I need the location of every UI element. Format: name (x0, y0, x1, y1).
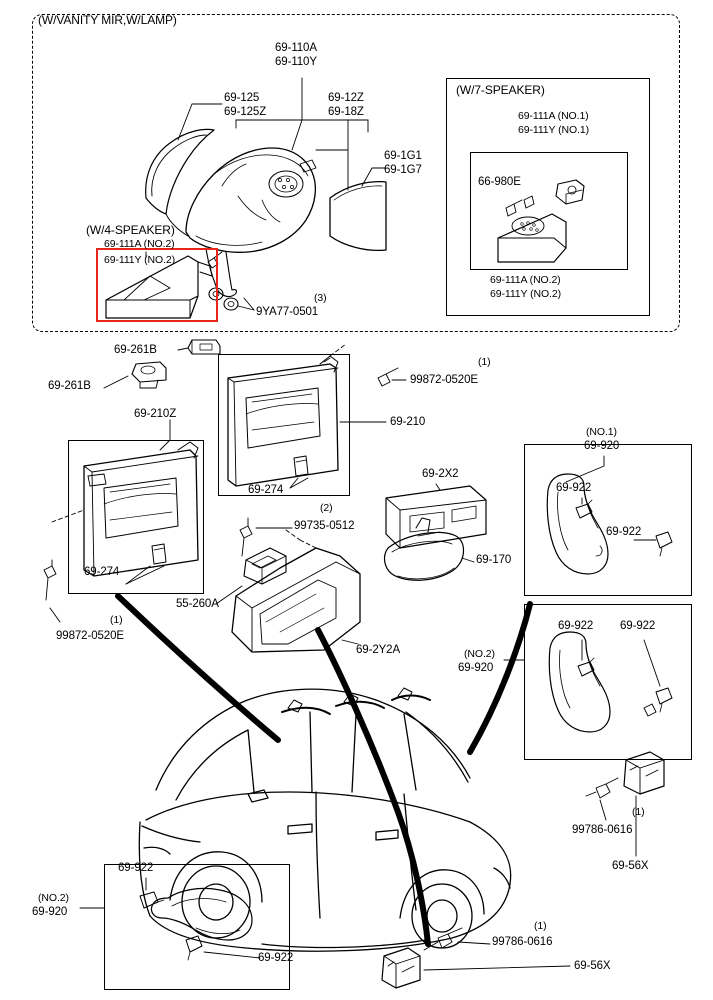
label-frame-1g1: 69-1G1 (384, 150, 422, 162)
handle-group-no1-box (524, 444, 692, 596)
label-handle-922-f: 69-922 (258, 952, 294, 964)
handle-group-no2-bottom-box (104, 864, 290, 990)
label-handle-920-no2-bottom: 69-920 (32, 906, 68, 918)
label-cover-125: 69-125 (224, 92, 260, 104)
label-speaker7-no1-y: 69-111Y (NO.1) (518, 124, 589, 136)
label-screw-99786-bottom-qty: (1) (534, 920, 547, 932)
label-handle-922-a: 69-922 (556, 482, 592, 494)
label-handle-920-no2-bottom-note: (NO.2) (38, 892, 69, 904)
label-speaker4-no2-a: 69-111A (NO.2) (104, 238, 175, 250)
seven-speaker-inner-box (470, 152, 628, 270)
label-handle-920-no2-right: 69-920 (458, 662, 494, 674)
label-screw-99735-qty: (2) (320, 502, 333, 514)
group-title-7speaker: (W/7-SPEAKER) (456, 83, 545, 97)
label-screw-99735: 99735-0512 (294, 520, 355, 532)
label-handle-922-e: 69-922 (118, 862, 154, 874)
label-screw-99872-top: 99872-0520E (410, 374, 478, 386)
label-handle-920-no1-note: (NO.1) (586, 426, 617, 438)
label-tweeter-66980e: 66-980E (478, 176, 521, 188)
label-mirror-170: 69-170 (476, 554, 512, 566)
group-title-vanity: (W/VANITY MIR,W/LAMP) (38, 13, 177, 27)
label-screw-9ya77: 9YA77-0501 (256, 306, 319, 318)
label-visor-210: 69-210 (390, 416, 426, 428)
label-screw-99872-bottom: 99872-0520E (56, 630, 124, 642)
label-handle-922-b: 69-922 (606, 526, 642, 538)
label-screw-9ya77-qty: (3) (314, 292, 327, 304)
label-handle-920-no2-right-note: (NO.2) (464, 648, 495, 660)
label-mirror-assy-a: 69-110A (275, 42, 317, 54)
label-console-2x2: 69-2X2 (422, 468, 459, 480)
label-speaker7-no2-y: 69-111Y (NO.2) (490, 288, 561, 300)
label-lamp-55260a: 55-260A (176, 598, 219, 610)
label-screw-99786-right: 99786-0616 (572, 824, 633, 836)
label-clip-261b-top: 69-261B (114, 344, 157, 356)
label-speaker7-no1-a: 69-111A (NO.1) (518, 110, 589, 122)
label-holder-274-right: 69-274 (248, 484, 284, 496)
label-handle-922-c: 69-922 (558, 620, 594, 632)
label-screw-99786-right-qty: (1) (632, 806, 645, 818)
label-handle-920-no1: 69-920 (584, 440, 620, 452)
label-glass-18z: 69-18Z (328, 106, 364, 118)
label-screw-99872-bottom-qty: (1) (110, 614, 123, 626)
label-screw-99786-bottom: 99786-0616 (492, 936, 553, 948)
label-handle-922-d: 69-922 (620, 620, 656, 632)
label-speaker4-no2-y: 69-111Y (NO.2) (104, 254, 175, 266)
handle-group-no2-right-box (524, 604, 692, 760)
group-title-4speaker: (W/4-SPEAKER) (86, 223, 175, 237)
label-holder-274-left: 69-274 (84, 566, 120, 578)
visor-210-box (218, 354, 350, 496)
label-glass-12z: 69-12Z (328, 92, 364, 104)
label-mirror-assy-y: 69-110Y (275, 56, 317, 68)
label-speaker7-no2-a: 69-111A (NO.2) (490, 274, 561, 286)
label-cover-125z: 69-125Z (224, 106, 267, 118)
label-visor-210z: 69-210Z (134, 408, 177, 420)
label-screw-99872-top-qty: (1) (478, 356, 491, 368)
label-part-56x-right: 69-56X (612, 860, 649, 872)
label-part-56x-bottom: 69-56X (574, 960, 611, 972)
label-console-2y2a: 69-2Y2A (356, 644, 401, 656)
label-clip-261b-left: 69-261B (48, 380, 91, 392)
label-frame-1g7: 69-1G7 (384, 164, 422, 176)
